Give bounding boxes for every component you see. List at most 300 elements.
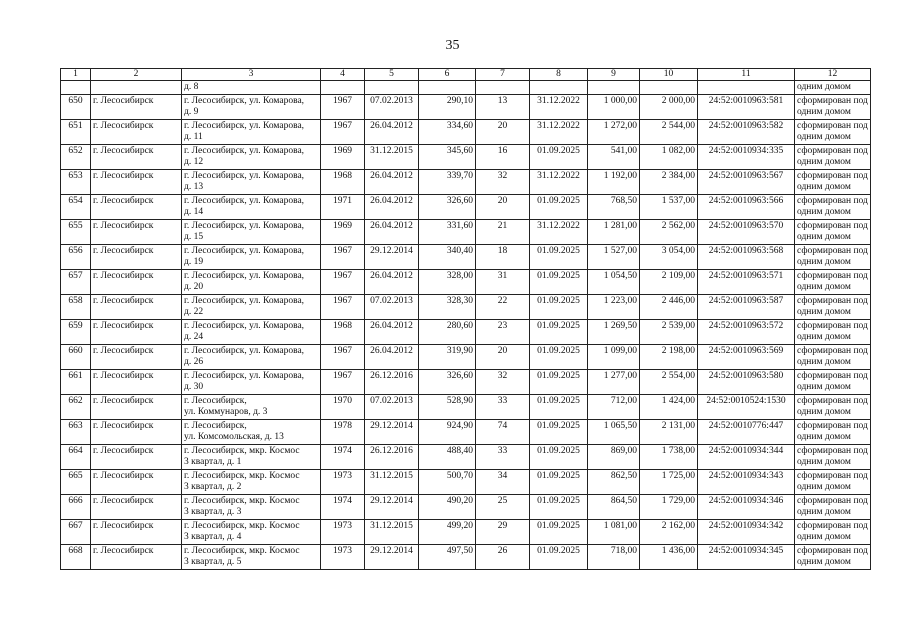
status-line-2: одним домом [797, 507, 851, 517]
value-cell: 2 131,00 [640, 420, 698, 445]
row-number: 652 [61, 145, 91, 170]
year-cell: 1967 [321, 270, 365, 295]
table-row [61, 145, 871, 170]
page-number: 35 [445, 38, 460, 53]
count-cell: 18 [476, 245, 530, 270]
address-cell [182, 545, 321, 570]
date-cell: 26.04.2012 [365, 270, 419, 295]
address-line-1: г. Лесосибирск, ул. Комарова, [184, 321, 305, 331]
status-line-2: одним домом [797, 432, 851, 442]
address-cell [182, 345, 321, 370]
cadastral-number-cell: 24:52:0010963:582 [698, 120, 795, 145]
status-line-2: одним домом [797, 357, 851, 367]
deadline-cell: 31.12.2022 [530, 170, 588, 195]
city-cell: г. Лесосибирск [91, 120, 182, 145]
count-cell: 32 [476, 170, 530, 195]
area-cell: 490,20 [419, 495, 476, 520]
deadline-cell: 31.12.2022 [530, 120, 588, 145]
count-cell: 20 [476, 195, 530, 220]
table-row [61, 345, 871, 370]
value-cell: 1 081,00 [588, 520, 640, 545]
row-number: 655 [61, 220, 91, 245]
value-cell: 1 000,00 [588, 95, 640, 120]
value-cell: 2 539,00 [640, 320, 698, 345]
address-cell [182, 420, 321, 445]
deadline-cell: 31.12.2022 [530, 220, 588, 245]
status-line-2: одним домом [797, 557, 851, 567]
status-line-1: сформирован под [797, 371, 868, 381]
cadastral-number-cell: 24:52:0010963:566 [698, 195, 795, 220]
address-line-2: д. 11 [184, 132, 203, 142]
date-cell: 29.12.2014 [365, 245, 419, 270]
area-cell: 328,30 [419, 295, 476, 320]
row-number: 656 [61, 245, 91, 270]
address-line-1: г. Лесосибирск, [184, 421, 247, 431]
date-cell: 26.04.2012 [365, 170, 419, 195]
status-line-1: сформирован под [797, 446, 868, 456]
address-cell [182, 195, 321, 220]
value-cell: 1 082,00 [640, 145, 698, 170]
address-cell [182, 495, 321, 520]
city-cell: г. Лесосибирск [91, 95, 182, 120]
address-line-2: д. 12 [184, 157, 204, 167]
date-cell: 07.02.2013 [365, 95, 419, 120]
value-cell: 1 725,00 [640, 470, 698, 495]
city-cell: г. Лесосибирск [91, 370, 182, 395]
address-line-2: д. 26 [184, 357, 204, 367]
address-tail: д. 8 [182, 81, 321, 95]
address-line-2: д. 30 [184, 382, 204, 392]
status-line-1: сформирован под [797, 121, 868, 131]
date-cell: 26.04.2012 [365, 120, 419, 145]
value-cell: 3 054,00 [640, 245, 698, 270]
count-cell: 20 [476, 345, 530, 370]
cadastral-number-cell: 24:52:0010963:568 [698, 245, 795, 270]
count-cell: 25 [476, 495, 530, 520]
status-line-1: сформирован под [797, 496, 868, 506]
city-cell: г. Лесосибирск [91, 195, 182, 220]
status-line-2: одним домом [797, 232, 851, 242]
date-cell: 29.12.2014 [365, 420, 419, 445]
deadline-cell: 01.09.2025 [530, 345, 588, 370]
row-number: 665 [61, 470, 91, 495]
status-line-2: одним домом [797, 282, 851, 292]
address-line-2: д. 15 [184, 232, 204, 242]
status-line-1: сформирован под [797, 196, 868, 206]
address-cell [182, 295, 321, 320]
address-cell [182, 220, 321, 245]
row-number: 660 [61, 345, 91, 370]
area-cell: 528,90 [419, 395, 476, 420]
deadline-cell: 01.09.2025 [530, 470, 588, 495]
value-cell: 1 436,00 [640, 545, 698, 570]
count-cell: 21 [476, 220, 530, 245]
year-cell: 1967 [321, 370, 365, 395]
header-row [61, 69, 871, 81]
count-cell: 31 [476, 270, 530, 295]
value-cell: 1 281,00 [588, 220, 640, 245]
row-number: 662 [61, 395, 91, 420]
column-header: 11 [698, 69, 795, 81]
count-cell: 34 [476, 470, 530, 495]
address-line-1: г. Лесосибирск, ул. Комарова, [184, 371, 305, 381]
value-cell: 2 384,00 [640, 170, 698, 195]
city-cell: г. Лесосибирск [91, 345, 182, 370]
status-line-1: сформирован под [797, 321, 868, 331]
cadastral-number-cell: 24:52:0010963:580 [698, 370, 795, 395]
status-cell [795, 295, 871, 320]
address-cell [182, 370, 321, 395]
cadastral-number-cell: 24:52:0010776:447 [698, 420, 795, 445]
status-line-1: сформирован под [797, 521, 868, 531]
row-number: 661 [61, 370, 91, 395]
table-row [61, 270, 871, 295]
table-row [61, 445, 871, 470]
count-cell: 33 [476, 395, 530, 420]
value-cell: 2 000,00 [640, 95, 698, 120]
city-cell: г. Лесосибирск [91, 470, 182, 495]
address-line-1: г. Лесосибирск, ул. Комарова, [184, 221, 305, 231]
address-cell [182, 395, 321, 420]
address-line-2: ул. Коммунаров, д. 3 [184, 407, 268, 417]
table-row [61, 95, 871, 120]
date-cell: 29.12.2014 [365, 495, 419, 520]
housing-table [60, 68, 871, 570]
year-cell: 1974 [321, 495, 365, 520]
deadline-cell: 01.09.2025 [530, 445, 588, 470]
date-cell: 07.02.2013 [365, 395, 419, 420]
date-cell: 26.04.2012 [365, 220, 419, 245]
row-number: 666 [61, 495, 91, 520]
address-line-1: г. Лесосибирск, ул. Комарова, [184, 96, 305, 106]
area-cell: 924,90 [419, 420, 476, 445]
row-number: 654 [61, 195, 91, 220]
status-cell [795, 420, 871, 445]
status-cell [795, 520, 871, 545]
area-cell: 334,60 [419, 120, 476, 145]
status-tail: одним домом [795, 81, 871, 95]
date-cell: 26.04.2012 [365, 320, 419, 345]
table-row [61, 195, 871, 220]
address-cell [182, 470, 321, 495]
cadastral-number-cell: 24:52:0010963:571 [698, 270, 795, 295]
value-cell: 1 223,00 [588, 295, 640, 320]
area-cell: 290,10 [419, 95, 476, 120]
area-cell: 499,20 [419, 520, 476, 545]
year-cell: 1967 [321, 120, 365, 145]
column-header: 6 [419, 69, 476, 81]
status-line-1: сформирован под [797, 246, 868, 256]
value-cell: 864,50 [588, 495, 640, 520]
status-line-1: сформирован под [797, 546, 868, 556]
status-cell [795, 495, 871, 520]
year-cell: 1978 [321, 420, 365, 445]
date-cell: 26.04.2012 [365, 345, 419, 370]
cadastral-number-cell: 24:52:0010963:567 [698, 170, 795, 195]
deadline-cell: 01.09.2025 [530, 520, 588, 545]
year-cell: 1967 [321, 295, 365, 320]
status-cell [795, 95, 871, 120]
status-cell [795, 345, 871, 370]
status-line-2: одним домом [797, 307, 851, 317]
value-cell: 862,50 [588, 470, 640, 495]
address-cell [182, 270, 321, 295]
status-line-1: сформирован под [797, 271, 868, 281]
year-cell: 1971 [321, 195, 365, 220]
deadline-cell: 01.09.2025 [530, 395, 588, 420]
table-row [61, 170, 871, 195]
city-cell: г. Лесосибирск [91, 420, 182, 445]
column-header: 10 [640, 69, 698, 81]
year-cell: 1969 [321, 145, 365, 170]
address-cell [182, 245, 321, 270]
value-cell: 1 269,50 [588, 320, 640, 345]
address-line-1: г. Лесосибирск, ул. Комарова, [184, 346, 305, 356]
city-cell: г. Лесосибирск [91, 220, 182, 245]
deadline-cell: 01.09.2025 [530, 370, 588, 395]
status-line-2: одним домом [797, 207, 851, 217]
year-cell: 1967 [321, 245, 365, 270]
value-cell: 2 198,00 [640, 345, 698, 370]
value-cell: 2 544,00 [640, 120, 698, 145]
cadastral-number-cell: 24:52:0010934:335 [698, 145, 795, 170]
table-row [61, 520, 871, 545]
area-cell: 280,60 [419, 320, 476, 345]
row-number: 650 [61, 95, 91, 120]
table-row [61, 420, 871, 445]
date-cell: 29.12.2014 [365, 545, 419, 570]
cadastral-number-cell: 24:52:0010934:344 [698, 445, 795, 470]
value-cell: 712,00 [588, 395, 640, 420]
city-cell: г. Лесосибирск [91, 295, 182, 320]
value-cell: 1 272,00 [588, 120, 640, 145]
status-cell [795, 370, 871, 395]
value-cell: 2 162,00 [640, 520, 698, 545]
deadline-cell: 01.09.2025 [530, 295, 588, 320]
address-line-1: г. Лесосибирск, ул. Комарова, [184, 271, 305, 281]
cadastral-number-cell: 24:52:0010524:1530 [698, 395, 795, 420]
status-line-2: одним домом [797, 332, 851, 342]
value-cell: 1 099,00 [588, 345, 640, 370]
deadline-cell: 31.12.2022 [530, 95, 588, 120]
column-header: 7 [476, 69, 530, 81]
year-cell: 1969 [321, 220, 365, 245]
address-line-1: г. Лесосибирск, ул. Комарова, [184, 196, 305, 206]
date-cell: 31.12.2015 [365, 470, 419, 495]
cadastral-number-cell: 24:52:0010934:345 [698, 545, 795, 570]
value-cell: 1 424,00 [640, 395, 698, 420]
area-cell: 488,40 [419, 445, 476, 470]
status-line-2: одним домом [797, 182, 851, 192]
value-cell: 2 446,00 [640, 295, 698, 320]
row-number: 657 [61, 270, 91, 295]
year-cell: 1973 [321, 470, 365, 495]
year-cell: 1968 [321, 320, 365, 345]
status-cell [795, 445, 871, 470]
value-cell: 869,00 [588, 445, 640, 470]
deadline-cell: 01.09.2025 [530, 270, 588, 295]
area-cell: 345,60 [419, 145, 476, 170]
address-line-1: г. Лесосибирск, мкр. Космос [184, 521, 300, 531]
value-cell: 1 065,50 [588, 420, 640, 445]
year-cell: 1968 [321, 170, 365, 195]
count-cell: 26 [476, 545, 530, 570]
address-line-2: д. 14 [184, 207, 204, 217]
city-cell: г. Лесосибирск [91, 170, 182, 195]
status-line-2: одним домом [797, 482, 851, 492]
area-cell: 328,00 [419, 270, 476, 295]
count-cell: 22 [476, 295, 530, 320]
status-line-2: одним домом [797, 457, 851, 467]
address-line-2: д. 20 [184, 282, 204, 292]
address-cell [182, 145, 321, 170]
address-line-1: г. Лесосибирск, ул. Комарова, [184, 246, 305, 256]
deadline-cell: 01.09.2025 [530, 320, 588, 345]
city-cell: г. Лесосибирск [91, 245, 182, 270]
status-line-1: сформирован под [797, 171, 868, 181]
address-cell [182, 170, 321, 195]
row-number: 667 [61, 520, 91, 545]
deadline-cell: 01.09.2025 [530, 495, 588, 520]
area-cell: 340,40 [419, 245, 476, 270]
cadastral-number-cell: 24:52:0010934:343 [698, 470, 795, 495]
value-cell: 541,00 [588, 145, 640, 170]
status-cell [795, 245, 871, 270]
status-line-2: одним домом [797, 107, 851, 117]
status-cell [795, 470, 871, 495]
status-cell [795, 395, 871, 420]
date-cell: 26.04.2012 [365, 195, 419, 220]
address-line-2: д. 22 [184, 307, 204, 317]
deadline-cell: 01.09.2025 [530, 545, 588, 570]
status-line-1: сформирован под [797, 471, 868, 481]
table-row [61, 395, 871, 420]
column-header: 5 [365, 69, 419, 81]
address-line-2: 3 квартал, д. 4 [184, 532, 242, 542]
status-line-2: одним домом [797, 157, 851, 167]
table-row [61, 545, 871, 570]
value-cell: 718,00 [588, 545, 640, 570]
status-line-1: сформирован под [797, 421, 868, 431]
status-cell [795, 120, 871, 145]
count-cell: 20 [476, 120, 530, 145]
cadastral-number-cell: 24:52:0010963:581 [698, 95, 795, 120]
cadastral-number-cell: 24:52:0010963:587 [698, 295, 795, 320]
address-line-2: д. 13 [184, 182, 204, 192]
cadastral-number-cell: 24:52:0010934:346 [698, 495, 795, 520]
address-line-2: д. 24 [184, 332, 204, 342]
city-cell: г. Лесосибирск [91, 270, 182, 295]
column-header: 12 [795, 69, 871, 81]
column-header: 2 [91, 69, 182, 81]
city-cell: г. Лесосибирск [91, 545, 182, 570]
status-line-1: сформирован под [797, 96, 868, 106]
year-cell: 1967 [321, 345, 365, 370]
value-cell: 2 562,00 [640, 220, 698, 245]
city-cell: г. Лесосибирск [91, 495, 182, 520]
year-cell: 1973 [321, 545, 365, 570]
row-number: 653 [61, 170, 91, 195]
status-cell [795, 220, 871, 245]
date-cell: 26.12.2016 [365, 445, 419, 470]
area-cell: 326,60 [419, 370, 476, 395]
address-line-2: 3 квартал, д. 3 [184, 507, 242, 517]
value-cell: 1 192,00 [588, 170, 640, 195]
row-number: 651 [61, 120, 91, 145]
year-cell: 1973 [321, 520, 365, 545]
count-cell: 33 [476, 445, 530, 470]
value-cell: 1 537,00 [640, 195, 698, 220]
status-line-1: сформирован под [797, 221, 868, 231]
address-line-2: д. 9 [184, 107, 199, 117]
status-line-2: одним домом [797, 532, 851, 542]
city-cell: г. Лесосибирск [91, 320, 182, 345]
status-line-1: сформирован под [797, 346, 868, 356]
column-header: 3 [182, 69, 321, 81]
address-line-1: г. Лесосибирск, ул. Комарова, [184, 146, 305, 156]
deadline-cell: 01.09.2025 [530, 195, 588, 220]
deadline-cell: 01.09.2025 [530, 145, 588, 170]
table-row [61, 220, 871, 245]
area-cell: 326,60 [419, 195, 476, 220]
continuation-row [61, 81, 871, 95]
table-row [61, 320, 871, 345]
cadastral-number-cell: 24:52:0010963:569 [698, 345, 795, 370]
count-cell: 16 [476, 145, 530, 170]
status-line-1: сформирован под [797, 146, 868, 156]
table-row [61, 245, 871, 270]
status-cell [795, 545, 871, 570]
deadline-cell: 01.09.2025 [530, 420, 588, 445]
status-line-2: одним домом [797, 382, 851, 392]
status-line-2: одним домом [797, 132, 851, 142]
status-line-2: одним домом [797, 257, 851, 267]
address-cell [182, 520, 321, 545]
status-cell [795, 320, 871, 345]
address-cell [182, 95, 321, 120]
address-line-1: г. Лесосибирск, мкр. Космос [184, 496, 300, 506]
status-cell [795, 270, 871, 295]
status-cell [795, 170, 871, 195]
table-row [61, 495, 871, 520]
row-number: 658 [61, 295, 91, 320]
count-cell: 23 [476, 320, 530, 345]
address-line-1: г. Лесосибирск, мкр. Космос [184, 471, 300, 481]
date-cell: 31.12.2015 [365, 520, 419, 545]
status-cell [795, 195, 871, 220]
address-line-2: 3 квартал, д. 1 [184, 457, 242, 467]
row-number: 663 [61, 420, 91, 445]
row-number: 664 [61, 445, 91, 470]
value-cell: 1 054,50 [588, 270, 640, 295]
address-cell [182, 120, 321, 145]
address-line-1: г. Лесосибирск, мкр. Космос [184, 546, 300, 556]
value-cell: 768,50 [588, 195, 640, 220]
year-cell: 1974 [321, 445, 365, 470]
status-cell [795, 145, 871, 170]
column-header: 4 [321, 69, 365, 81]
count-cell: 32 [476, 370, 530, 395]
deadline-cell: 01.09.2025 [530, 245, 588, 270]
value-cell: 1 729,00 [640, 495, 698, 520]
address-line-1: г. Лесосибирск, ул. Комарова, [184, 296, 305, 306]
cadastral-number-cell: 24:52:0010963:570 [698, 220, 795, 245]
address-cell [182, 445, 321, 470]
row-number: 668 [61, 545, 91, 570]
table-row [61, 370, 871, 395]
address-cell [182, 320, 321, 345]
status-line-1: сформирован под [797, 396, 868, 406]
